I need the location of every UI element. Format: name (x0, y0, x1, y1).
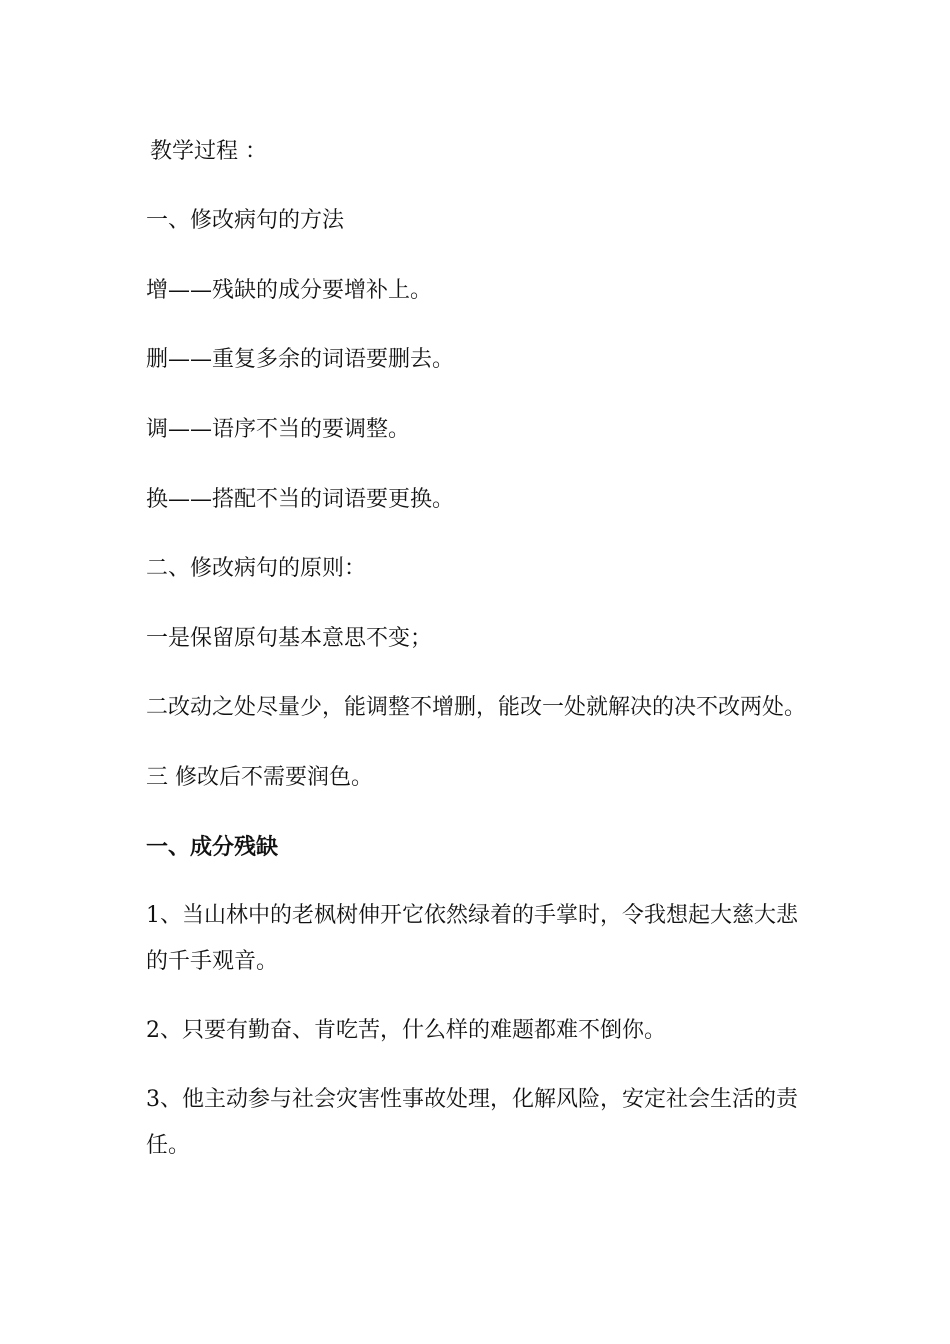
method-replace: 换——搭配不当的词语要更换。 (146, 487, 455, 512)
section-title-principles: 二、修改病句的原则： (146, 556, 367, 581)
example-item-1-line1: 1、当山林中的老枫树伸开它依然绿着的手掌时，令我想起大慈大悲 (146, 903, 798, 928)
method-reorder: 调——语序不当的要调整。 (146, 417, 411, 442)
principle-item: 一是保留原句基本意思不变； (146, 626, 433, 651)
example-item-2: 2、只要有勤奋、肯吃苦，什么样的难题都难不倒你。 (146, 1018, 666, 1043)
page-heading: 教学过程 ： (150, 139, 267, 164)
example-item-3-line1: 3、他主动参与社会灾害性事故处理，化解风险，安定社会生活的责 (146, 1087, 798, 1112)
section-title-missing-components: 一、成分残缺 (146, 834, 279, 860)
example-item-1-line2: 的千手观音。 (146, 949, 279, 974)
section-title-methods: 一、修改病句的方法 (146, 208, 345, 233)
method-add: 增——残缺的成分要增补上。 (146, 278, 433, 303)
principle-item: 二改动之处尽量少，能调整不增删，能改一处就解决的决不改两处。 (146, 695, 807, 720)
method-delete: 删——重复多余的词语要删去。 (146, 347, 455, 372)
principle-item: 三 修改后不需要润色。 (146, 765, 373, 790)
example-item-3-line2: 任。 (146, 1133, 191, 1158)
